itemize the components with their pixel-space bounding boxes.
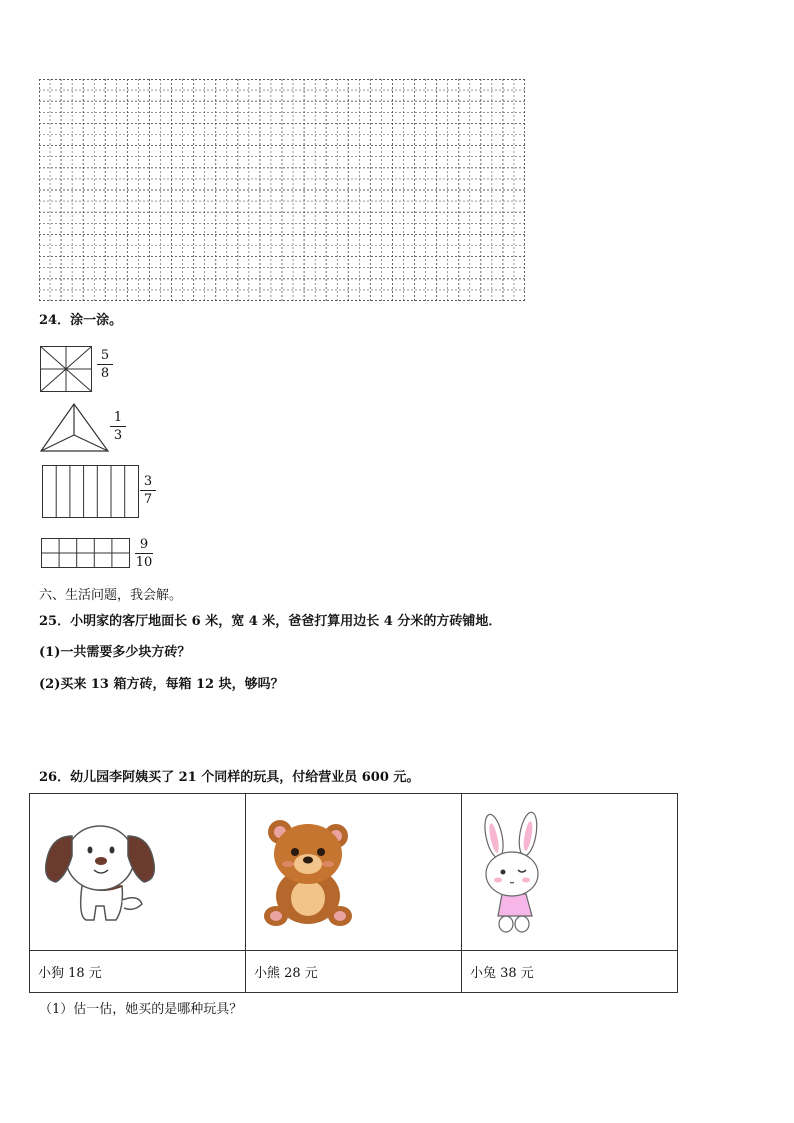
question-25-title: 25．小明家的客厅地面长 6 米，宽 4 米，爸爸打算用边长 4 分米的方砖铺地． [39,614,502,629]
square-eighths-shape[interactable] [40,346,92,392]
triangle-thirds-shape[interactable] [40,403,110,453]
rectangle-sevenths-shape[interactable] [42,465,139,518]
bear-icon [258,816,358,928]
puppy-price: 小狗 18 元 [30,951,246,993]
bear-price: 小熊 28 元 [246,951,462,993]
rabbit-price: 小兔 38 元 [462,951,678,993]
fraction-3-7: 3 7 [140,474,156,507]
question-24-title: 24．涂一涂。 [39,313,123,328]
question-26-part-1: （1）估一估，她买的是哪种玩具？ [39,1002,243,1017]
toy-price-table [29,793,678,993]
puppy-cell [30,794,246,951]
fraction-5-8: 5 8 [97,348,113,381]
fraction-9-10: 9 10 [135,537,153,570]
fraction-1-3: 1 3 [110,410,126,443]
question-25-part-2: (2)买来 13 箱方砖，每箱 12 块，够吗？ [39,677,284,692]
bear-cell [246,794,462,951]
puppy-icon [42,816,157,926]
rectangle-tenths-shape[interactable] [41,538,130,568]
rabbit-icon [476,810,556,936]
writing-grid [39,79,525,301]
rabbit-cell [462,794,678,951]
section-6-title: 六、生活问题，我会解。 [39,588,183,603]
question-25-part-1: (1)一共需要多少块方砖？ [39,645,191,660]
question-26-title: 26．幼儿园李阿姨买了 21 个同样的玩具，付给营业员 600 元。 [39,770,420,785]
